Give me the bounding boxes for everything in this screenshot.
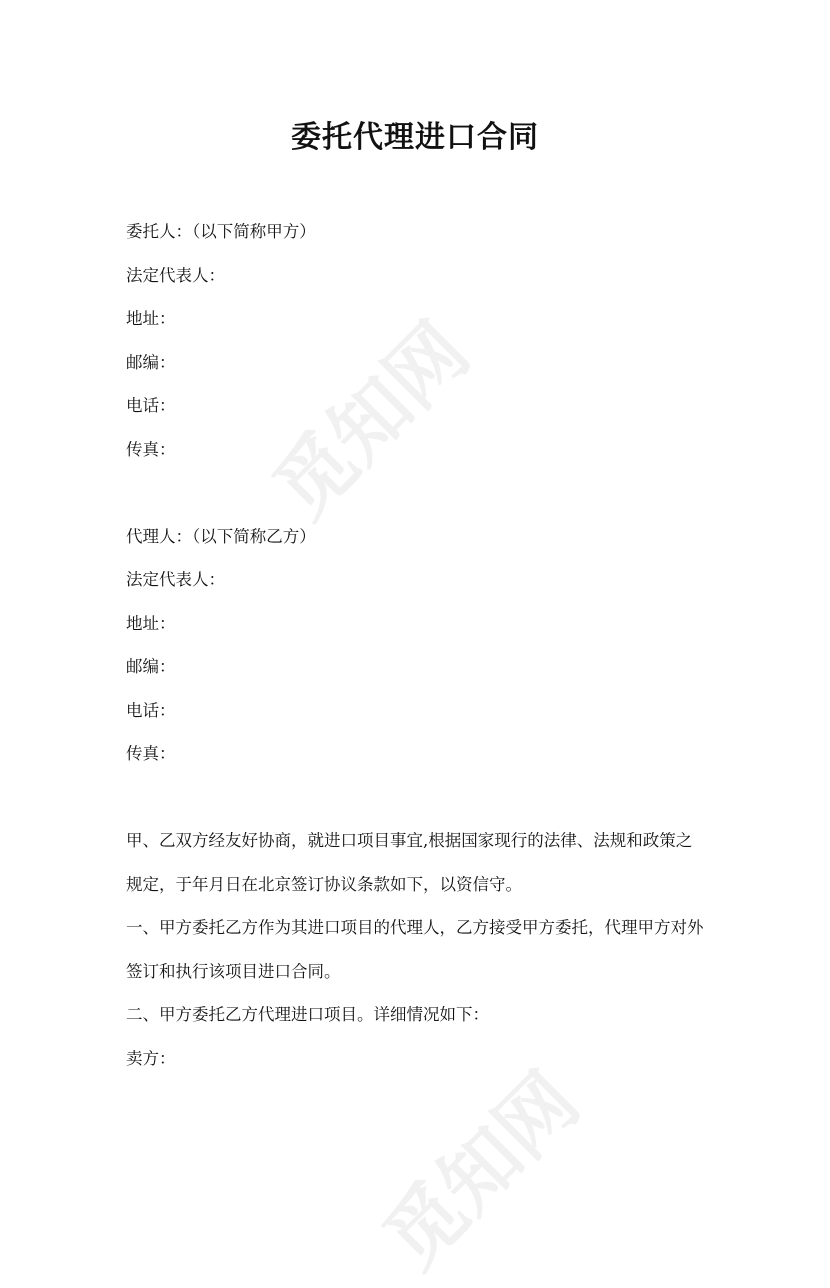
watermark: 觅知网 [257, 306, 487, 536]
seller-field: 卖方： [126, 1049, 176, 1068]
agent-postcode: 邮编： [126, 657, 176, 676]
agent-heading: 代理人：（以下简称乙方） [126, 527, 316, 546]
intro-paragraph-line: 规定，于年月日在北京签订协议条款如下，以资信守。 [126, 875, 522, 894]
principal-postcode: 邮编： [126, 353, 176, 372]
principal-phone: 电话： [126, 396, 176, 415]
agent-phone: 电话： [126, 701, 176, 720]
principal-address: 地址： [126, 309, 176, 328]
intro-paragraph-line: 甲、乙双方经友好协商，就进口项目事宜,根据国家现行的法律、法规和政策之 [126, 831, 693, 850]
principal-legal-rep: 法定代表人： [126, 266, 225, 285]
clause-2: 二、甲方委托乙方代理进口项目。详细情况如下： [126, 1005, 489, 1024]
clause-1-line: 一、甲方委托乙方作为其进口项目的代理人，乙方接受甲方委托，代理甲方对外 [126, 918, 704, 937]
agent-legal-rep: 法定代表人： [126, 570, 225, 589]
agent-address: 地址： [126, 614, 176, 633]
document-title: 委托代理进口合同 [291, 120, 539, 155]
agent-fax: 传真： [126, 744, 176, 763]
clause-1-line: 签订和执行该项目进口合同。 [126, 962, 341, 981]
principal-fax: 传真： [126, 440, 176, 459]
watermark: 觅知网 [367, 1056, 597, 1286]
principal-heading: 委托人：（以下简称甲方） [126, 222, 316, 241]
